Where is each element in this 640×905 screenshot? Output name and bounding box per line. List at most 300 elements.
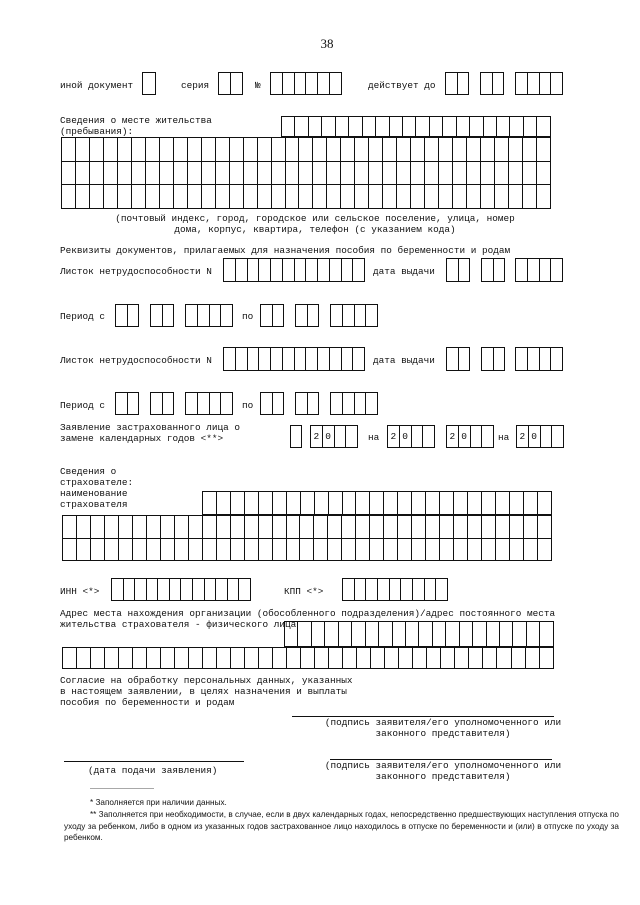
grid-cell[interactable]: [132, 516, 146, 539]
grid-cell[interactable]: [440, 516, 454, 539]
grid-cell[interactable]: [187, 138, 201, 162]
grid-cell[interactable]: [496, 492, 510, 515]
grid-cell[interactable]: [75, 138, 89, 162]
grid-cell[interactable]: [90, 516, 104, 539]
grid-cell[interactable]: [338, 622, 351, 647]
grid-cell[interactable]: [131, 138, 145, 162]
grid-cell[interactable]: [342, 492, 356, 515]
grid-cell[interactable]: [203, 492, 217, 515]
period-1-from-day-input[interactable]: [115, 304, 139, 327]
grid-cell[interactable]: [215, 185, 229, 209]
sick-leave-2-number-input[interactable]: [223, 347, 365, 371]
grid-cell[interactable]: [272, 516, 286, 539]
grid-cell[interactable]: [356, 538, 370, 561]
grid-cell[interactable]: [439, 138, 453, 162]
grid-cell[interactable]: [76, 516, 90, 539]
period-1-to-day-input[interactable]: [260, 304, 284, 327]
grid-cell[interactable]: [259, 648, 273, 669]
grid-cell[interactable]: [342, 538, 356, 561]
grid-cell[interactable]: [174, 538, 188, 561]
grid-cell[interactable]: [341, 161, 355, 185]
grid-cell[interactable]: [454, 516, 468, 539]
grid-cell[interactable]: [159, 185, 173, 209]
grid-cell[interactable]: [419, 622, 432, 647]
grid-cell[interactable]: [398, 492, 412, 515]
grid-cell[interactable]: [522, 138, 536, 162]
address-grid[interactable]: [62, 647, 554, 669]
grid-cell[interactable]: [510, 516, 524, 539]
grid-cell[interactable]: [119, 648, 133, 669]
grid-cell[interactable]: [300, 516, 314, 539]
sick-leave-1-day-input[interactable]: [446, 258, 470, 282]
grid-cell[interactable]: [355, 138, 369, 162]
grid-cell[interactable]: [299, 138, 313, 162]
grid-cell[interactable]: [513, 622, 526, 647]
grid-cell[interactable]: [76, 538, 90, 561]
grid-cell[interactable]: [355, 161, 369, 185]
grid-cell[interactable]: [315, 648, 329, 669]
grid-cell[interactable]: [467, 138, 481, 162]
grid-cell[interactable]: [89, 185, 103, 209]
series-input[interactable]: [218, 72, 243, 95]
grid-cell[interactable]: [453, 138, 467, 162]
grid-cell[interactable]: [537, 538, 551, 561]
grid-cell[interactable]: [522, 185, 536, 209]
period-1-from-year-input[interactable]: [185, 304, 233, 327]
other-doc-checkbox[interactable]: [142, 72, 156, 95]
grid-cell[interactable]: [473, 622, 486, 647]
grid-cell[interactable]: [328, 492, 342, 515]
grid-cell[interactable]: [481, 161, 495, 185]
grid-cell[interactable]: [230, 516, 244, 539]
grid-cell[interactable]: [379, 622, 392, 647]
grid-cell[interactable]: [271, 138, 285, 162]
grid-cell[interactable]: [443, 117, 456, 137]
grid-cell[interactable]: [103, 161, 117, 185]
grid-cell[interactable]: [523, 117, 536, 137]
grid-cell[interactable]: [370, 538, 384, 561]
grid-cell[interactable]: [454, 492, 468, 515]
grid-cell[interactable]: [244, 516, 258, 539]
grid-cell[interactable]: [285, 622, 298, 647]
grid-cell[interactable]: [308, 117, 321, 137]
grid-cell[interactable]: [369, 161, 383, 185]
grid-cell[interactable]: [175, 648, 189, 669]
grid-cell[interactable]: [313, 185, 327, 209]
grid-cell[interactable]: [509, 161, 523, 185]
grid-cell[interactable]: [187, 161, 201, 185]
grid-cell[interactable]: [203, 648, 217, 669]
grid-cell[interactable]: [77, 648, 91, 669]
grid-cell[interactable]: [295, 117, 308, 137]
grid-cell[interactable]: [299, 185, 313, 209]
grid-cell[interactable]: [285, 161, 299, 185]
grid-cell[interactable]: [536, 185, 550, 209]
grid-cell[interactable]: [425, 161, 439, 185]
grid-cell[interactable]: [468, 516, 482, 539]
grid-cell[interactable]: [459, 622, 472, 647]
grid-cell[interactable]: [133, 648, 147, 669]
grid-cell[interactable]: [441, 648, 455, 669]
grid-cell[interactable]: [356, 492, 370, 515]
grid-cell[interactable]: [146, 516, 160, 539]
grid-cell[interactable]: [426, 516, 440, 539]
grid-cell[interactable]: [369, 185, 383, 209]
grid-cell[interactable]: [201, 185, 215, 209]
grid-cell[interactable]: [495, 161, 509, 185]
grid-cell[interactable]: [217, 648, 231, 669]
address-grid-top[interactable]: [284, 621, 554, 647]
grid-cell[interactable]: [429, 117, 442, 137]
grid-cell[interactable]: [446, 622, 459, 647]
grid-cell[interactable]: [483, 648, 497, 669]
grid-cell[interactable]: [439, 185, 453, 209]
grid-cell[interactable]: [216, 492, 230, 515]
sick-leave-2-year-input[interactable]: [515, 347, 563, 371]
grid-cell[interactable]: [104, 538, 118, 561]
grid-cell[interactable]: [188, 516, 202, 539]
grid-cell[interactable]: [500, 622, 513, 647]
grid-cell[interactable]: [412, 516, 426, 539]
grid-cell[interactable]: [273, 648, 287, 669]
grid-cell[interactable]: [244, 538, 258, 561]
grid-cell[interactable]: [399, 648, 413, 669]
grid-cell[interactable]: [523, 492, 537, 515]
grid-cell[interactable]: [405, 622, 418, 647]
grid-cell[interactable]: [539, 648, 553, 669]
grid-cell[interactable]: [201, 161, 215, 185]
grid-cell[interactable]: [486, 622, 499, 647]
period-2-to-day-input[interactable]: [260, 392, 284, 415]
grid-cell[interactable]: [526, 622, 539, 647]
grid-cell[interactable]: [510, 538, 524, 561]
grid-cell[interactable]: [244, 492, 258, 515]
grid-cell[interactable]: [397, 161, 411, 185]
grid-cell[interactable]: [314, 492, 328, 515]
period-2-from-day-input[interactable]: [115, 392, 139, 415]
grid-cell[interactable]: [440, 492, 454, 515]
grid-cell[interactable]: [356, 516, 370, 539]
grid-cell[interactable]: [62, 138, 76, 162]
grid-cell[interactable]: [63, 648, 77, 669]
grid-cell[interactable]: [132, 538, 146, 561]
grid-cell[interactable]: [63, 516, 77, 539]
grid-cell[interactable]: [411, 161, 425, 185]
grid-cell[interactable]: [173, 161, 187, 185]
grid-cell[interactable]: [454, 538, 468, 561]
grid-cell[interactable]: [349, 117, 362, 137]
grid-cell[interactable]: [496, 538, 510, 561]
grid-cell[interactable]: [392, 622, 405, 647]
grid-cell[interactable]: [313, 161, 327, 185]
grid-cell[interactable]: [286, 492, 300, 515]
grid-cell[interactable]: [497, 117, 510, 137]
grid-cell[interactable]: [117, 185, 131, 209]
grid-cell[interactable]: [201, 138, 215, 162]
grid-cell[interactable]: [202, 516, 216, 539]
sick-leave-1-number-input[interactable]: [223, 258, 365, 282]
grid-cell[interactable]: [327, 138, 341, 162]
period-2-to-month-input[interactable]: [295, 392, 319, 415]
grid-cell[interactable]: [328, 538, 342, 561]
period-2-from-month-input[interactable]: [150, 392, 174, 415]
grid-cell[interactable]: [362, 117, 375, 137]
grid-cell[interactable]: [147, 648, 161, 669]
doc-number-input[interactable]: [270, 72, 342, 95]
grid-cell[interactable]: [272, 538, 286, 561]
grid-cell[interactable]: [398, 538, 412, 561]
grid-cell[interactable]: [258, 538, 272, 561]
grid-cell[interactable]: [258, 516, 272, 539]
grid-cell[interactable]: [229, 138, 243, 162]
grid-cell[interactable]: [481, 185, 495, 209]
grid-cell[interactable]: [271, 161, 285, 185]
grid-cell[interactable]: [90, 538, 104, 561]
grid-cell[interactable]: [118, 516, 132, 539]
grid-cell[interactable]: [425, 138, 439, 162]
grid-cell[interactable]: [313, 138, 327, 162]
grid-cell[interactable]: [131, 185, 145, 209]
sick-leave-1-month-input[interactable]: [481, 258, 505, 282]
grid-cell[interactable]: [341, 185, 355, 209]
grid-cell[interactable]: [105, 648, 119, 669]
grid-cell[interactable]: [439, 161, 453, 185]
grid-cell[interactable]: [383, 185, 397, 209]
grid-cell[interactable]: [189, 648, 203, 669]
grid-cell[interactable]: [230, 492, 244, 515]
grid-cell[interactable]: [103, 185, 117, 209]
grid-cell[interactable]: [470, 117, 483, 137]
grid-cell[interactable]: [398, 516, 412, 539]
grid-cell[interactable]: [174, 516, 188, 539]
grid-cell[interactable]: [482, 492, 496, 515]
grid-cell[interactable]: [117, 138, 131, 162]
grid-cell[interactable]: [370, 492, 384, 515]
grid-cell[interactable]: [311, 622, 324, 647]
grid-cell[interactable]: [300, 538, 314, 561]
grid-cell[interactable]: [371, 648, 385, 669]
grid-cell[interactable]: [496, 516, 510, 539]
insurer-grid[interactable]: [62, 515, 552, 561]
grid-cell[interactable]: [453, 161, 467, 185]
replacement-year-3-input[interactable]: 2 0: [446, 425, 494, 448]
grid-cell[interactable]: [481, 138, 495, 162]
grid-cell[interactable]: [385, 648, 399, 669]
grid-cell[interactable]: [355, 185, 369, 209]
grid-cell[interactable]: [314, 538, 328, 561]
grid-cell[interactable]: [89, 161, 103, 185]
grid-cell[interactable]: [286, 538, 300, 561]
grid-cell[interactable]: [335, 117, 348, 137]
grid-cell[interactable]: [412, 492, 426, 515]
grid-cell[interactable]: [146, 538, 160, 561]
grid-cell[interactable]: [328, 516, 342, 539]
grid-cell[interactable]: [455, 648, 469, 669]
grid-cell[interactable]: [187, 185, 201, 209]
grid-cell[interactable]: [299, 161, 313, 185]
grid-cell[interactable]: [383, 138, 397, 162]
grid-cell[interactable]: [426, 492, 440, 515]
grid-cell[interactable]: [412, 538, 426, 561]
grid-cell[interactable]: [365, 622, 378, 647]
grid-cell[interactable]: [245, 648, 259, 669]
grid-cell[interactable]: [104, 516, 118, 539]
grid-cell[interactable]: [131, 161, 145, 185]
grid-cell[interactable]: [325, 622, 338, 647]
grid-cell[interactable]: [384, 538, 398, 561]
grid-cell[interactable]: [352, 622, 365, 647]
grid-cell[interactable]: [370, 516, 384, 539]
grid-cell[interactable]: [497, 648, 511, 669]
grid-cell[interactable]: [322, 117, 335, 137]
grid-cell[interactable]: [509, 138, 523, 162]
grid-cell[interactable]: [426, 538, 440, 561]
grid-cell[interactable]: [413, 648, 427, 669]
grid-cell[interactable]: [145, 138, 159, 162]
grid-cell[interactable]: [427, 648, 441, 669]
sick-leave-2-month-input[interactable]: [481, 347, 505, 371]
grid-cell[interactable]: [343, 648, 357, 669]
grid-cell[interactable]: [271, 185, 285, 209]
grid-cell[interactable]: [369, 138, 383, 162]
grid-cell[interactable]: [243, 138, 257, 162]
grid-cell[interactable]: [188, 538, 202, 561]
grid-cell[interactable]: [229, 161, 243, 185]
grid-cell[interactable]: [75, 161, 89, 185]
replacement-checkbox[interactable]: [290, 425, 302, 448]
grid-cell[interactable]: [397, 185, 411, 209]
grid-cell[interactable]: [160, 516, 174, 539]
grid-cell[interactable]: [63, 538, 77, 561]
grid-cell[interactable]: [536, 161, 550, 185]
replacement-year-2-input[interactable]: 2 0: [387, 425, 435, 448]
grid-cell[interactable]: [327, 161, 341, 185]
valid-day-input[interactable]: [445, 72, 469, 95]
grid-cell[interactable]: [202, 538, 216, 561]
grid-cell[interactable]: [397, 138, 411, 162]
insurer-grid-top[interactable]: [202, 491, 552, 515]
grid-cell[interactable]: [376, 117, 389, 137]
grid-cell[interactable]: [468, 538, 482, 561]
grid-cell[interactable]: [160, 538, 174, 561]
grid-cell[interactable]: [285, 185, 299, 209]
residence-grid-top[interactable]: [281, 116, 551, 137]
grid-cell[interactable]: [287, 648, 301, 669]
replacement-year-4-input[interactable]: 2 0: [516, 425, 564, 448]
replacement-year-1-input[interactable]: 2 0: [310, 425, 358, 448]
grid-cell[interactable]: [537, 516, 551, 539]
grid-cell[interactable]: [329, 648, 343, 669]
valid-year-input[interactable]: [515, 72, 563, 95]
grid-cell[interactable]: [384, 492, 398, 515]
sick-leave-2-day-input[interactable]: [446, 347, 470, 371]
grid-cell[interactable]: [384, 516, 398, 539]
grid-cell[interactable]: [482, 516, 496, 539]
grid-cell[interactable]: [509, 492, 523, 515]
grid-cell[interactable]: [357, 648, 371, 669]
grid-cell[interactable]: [540, 622, 554, 647]
grid-cell[interactable]: [411, 138, 425, 162]
grid-cell[interactable]: [75, 185, 89, 209]
grid-cell[interactable]: [272, 492, 286, 515]
grid-cell[interactable]: [159, 161, 173, 185]
grid-cell[interactable]: [145, 185, 159, 209]
grid-cell[interactable]: [161, 648, 175, 669]
valid-month-input[interactable]: [480, 72, 504, 95]
grid-cell[interactable]: [341, 138, 355, 162]
grid-cell[interactable]: [510, 117, 523, 137]
grid-cell[interactable]: [301, 648, 315, 669]
residence-grid[interactable]: [61, 137, 551, 209]
grid-cell[interactable]: [432, 622, 445, 647]
grid-cell[interactable]: [468, 492, 482, 515]
sick-leave-1-year-input[interactable]: [515, 258, 563, 282]
grid-cell[interactable]: [537, 492, 551, 515]
grid-cell[interactable]: [230, 538, 244, 561]
grid-cell[interactable]: [537, 117, 551, 137]
grid-cell[interactable]: [173, 185, 187, 209]
grid-cell[interactable]: [495, 185, 509, 209]
grid-cell[interactable]: [216, 516, 230, 539]
grid-cell[interactable]: [383, 161, 397, 185]
grid-cell[interactable]: [467, 185, 481, 209]
grid-cell[interactable]: [257, 185, 271, 209]
grid-cell[interactable]: [411, 185, 425, 209]
grid-cell[interactable]: [62, 185, 76, 209]
grid-cell[interactable]: [89, 138, 103, 162]
grid-cell[interactable]: [522, 161, 536, 185]
grid-cell[interactable]: [286, 516, 300, 539]
inn-input[interactable]: [111, 578, 251, 601]
period-1-to-month-input[interactable]: [295, 304, 319, 327]
grid-cell[interactable]: [509, 185, 523, 209]
grid-cell[interactable]: [523, 516, 537, 539]
period-2-to-year-input[interactable]: [330, 392, 378, 415]
grid-cell[interactable]: [159, 138, 173, 162]
grid-cell[interactable]: [257, 161, 271, 185]
grid-cell[interactable]: [327, 185, 341, 209]
grid-cell[interactable]: [285, 138, 299, 162]
grid-cell[interactable]: [523, 538, 537, 561]
grid-cell[interactable]: [495, 138, 509, 162]
grid-cell[interactable]: [482, 538, 496, 561]
grid-cell[interactable]: [231, 648, 245, 669]
grid-cell[interactable]: [216, 538, 230, 561]
grid-cell[interactable]: [314, 516, 328, 539]
grid-cell[interactable]: [243, 161, 257, 185]
grid-cell[interactable]: [425, 185, 439, 209]
grid-cell[interactable]: [536, 138, 550, 162]
grid-cell[interactable]: [145, 161, 159, 185]
grid-cell[interactable]: [173, 138, 187, 162]
grid-cell[interactable]: [511, 648, 525, 669]
grid-cell[interactable]: [243, 185, 257, 209]
grid-cell[interactable]: [469, 648, 483, 669]
grid-cell[interactable]: [282, 117, 295, 137]
grid-cell[interactable]: [257, 138, 271, 162]
grid-cell[interactable]: [117, 161, 131, 185]
grid-cell[interactable]: [298, 622, 311, 647]
grid-cell[interactable]: [258, 492, 272, 515]
grid-cell[interactable]: [215, 138, 229, 162]
grid-cell[interactable]: [440, 538, 454, 561]
grid-cell[interactable]: [416, 117, 429, 137]
grid-cell[interactable]: [342, 516, 356, 539]
grid-cell[interactable]: [215, 161, 229, 185]
period-1-to-year-input[interactable]: [330, 304, 378, 327]
grid-cell[interactable]: [229, 185, 243, 209]
grid-cell[interactable]: [453, 185, 467, 209]
